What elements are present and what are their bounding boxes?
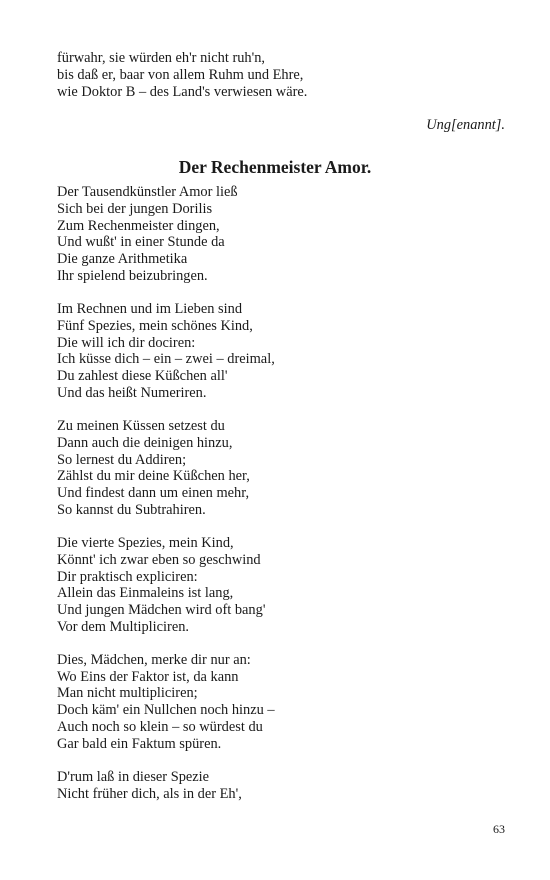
previous-poem-ending [57,50,507,100]
poem-line: Zu meinen Küssen setzest du [57,417,225,434]
poem-line: So lernest du Addiren; [57,451,187,468]
poem-line: Könnt' ich zwar eben so geschwind [57,551,261,568]
poem-line: Auch noch so klein – so würdest du [57,719,263,736]
poem-line: Allein das Einmaleins ist lang, [57,585,234,602]
stanza-3 [57,418,507,519]
poem-line: Wo Eins der Faktor ist, da kann [57,668,239,685]
poem-line: So kannst du Subtrahiren. [57,501,206,518]
poem-line: Im Rechnen und im Lieben sind [57,300,243,317]
poem-line: Die ganze Arithmetika [57,251,188,268]
poem-line: Und wußt' in einer Stunde da [57,234,225,251]
stanza-2 [57,301,507,402]
poem-line: Zählst du mir deine Küßchen her, [57,468,250,485]
poem-line: D'rum laß in dieser Spezie [57,768,210,785]
poem-line: Und jungen Mädchen wird oft bang' [57,602,266,619]
author-attribution: Ung[enannt]. [426,117,505,133]
poem-line: Dies, Mädchen, merke dir nur an: [57,651,251,668]
poem-body [57,184,507,819]
poem-line: Nicht früher dich, als in der Eh', [57,785,242,802]
poem-line: Gar bald ein Faktum spüren. [57,735,222,752]
poem-line: Dann auch die deinigen hinzu, [57,434,233,451]
poem-line: fürwahr, sie würden eh'r nicht ruh'n, [57,50,266,66]
poem-line: Man nicht multipliciren; [57,685,198,702]
poem-line: wie Doktor B – des Land's verwiesen wäre. [57,83,308,100]
poem-line: Und das heißt Numeriren. [57,384,207,401]
stanza-1 [57,184,507,285]
poem-line: Die vierte Spezies, mein Kind, [57,534,234,551]
poem-line: Du zahlest diese Küßchen all' [57,368,228,385]
poem-line: Dir praktisch expliciren: [57,568,198,585]
poem-line: Der Tausendkünstler Amor ließ [57,184,238,200]
poem-line: Zum Rechenmeister dingen, [57,217,220,234]
stanza-6 [57,769,507,803]
poem-title: Der Rechenmeister Amor. [178,157,372,177]
stanza-5 [57,652,507,753]
poem-line: Vor dem Multipliciren. [57,618,190,635]
poem-line: Sich bei der jungen Dorilis [57,200,213,217]
poem-line: Doch käm' ein Nullchen noch hinzu – [57,702,275,719]
poem-line: Fünf Spezies, mein schönes Kind, [57,317,253,334]
poem-line: Ich küsse dich – ein – zwei – dreimal, [57,351,275,368]
page-number: 63 [493,822,505,836]
poem-line: bis daß er, baar von allem Ruhm und Ehre, [57,66,304,83]
poem-line: Die will ich dir dociren: [57,334,196,351]
poem-line: Ihr spielend beizubringen. [57,267,208,284]
poem-line: Und findest dann um einen mehr, [57,485,250,502]
stanza-4 [57,535,507,636]
